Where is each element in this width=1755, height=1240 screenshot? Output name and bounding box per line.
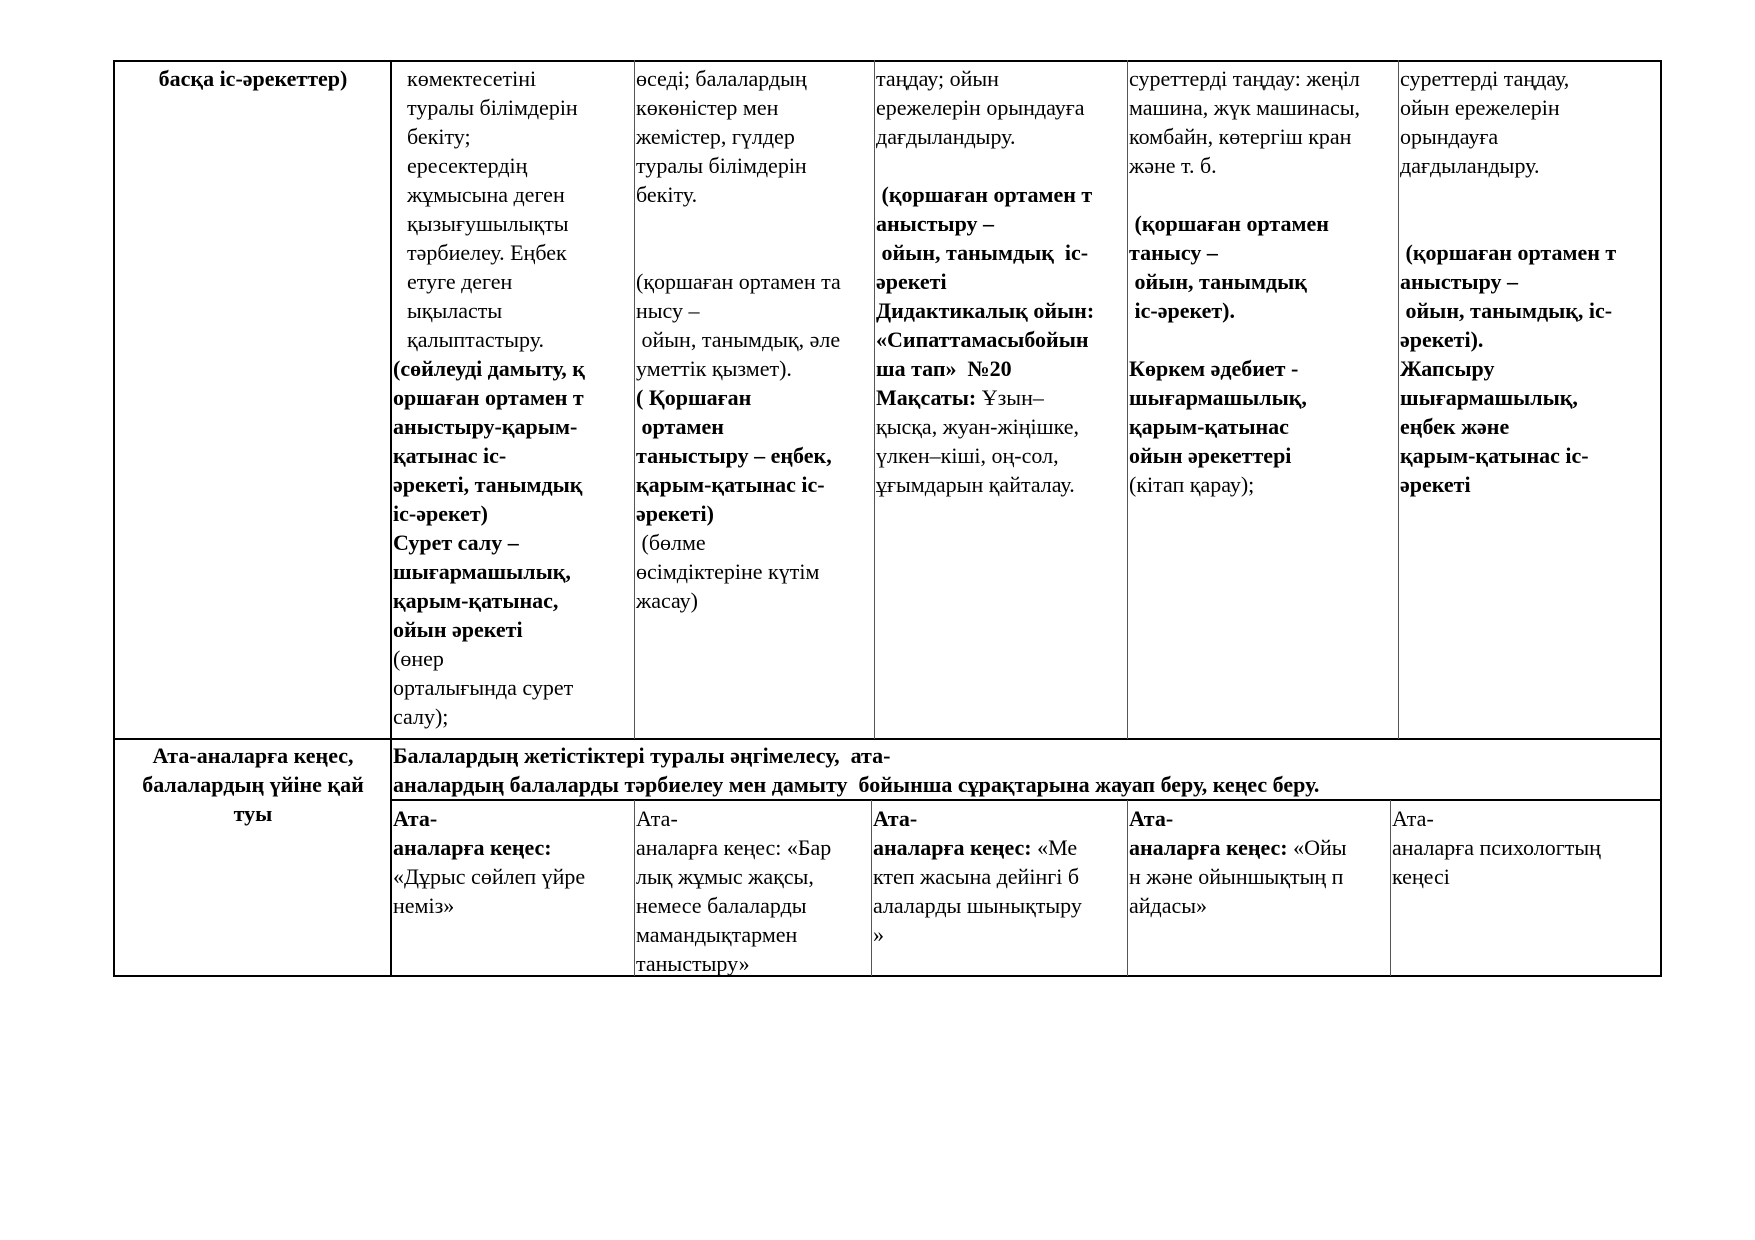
- text-line: әрекеті): [636, 501, 714, 526]
- text-line: қалыптастыру.: [407, 327, 544, 352]
- text-line: аналарға психологтың: [1392, 835, 1601, 860]
- text-line: таныстыру»: [636, 951, 750, 976]
- text-line: (өнер: [393, 646, 444, 671]
- row1-cell-5: [1400, 64, 1659, 499]
- text-line: [876, 151, 1126, 180]
- text-line: ойын әрекеттері: [1129, 443, 1292, 468]
- text-line: бекіту;: [407, 124, 471, 149]
- text-line: ( Қоршаған: [636, 385, 752, 410]
- text-line: өсімдіктеріне күтім: [636, 559, 820, 584]
- text-line: ойын, танымдық: [1129, 269, 1307, 294]
- text-line: жемістер, гүлдер: [636, 124, 795, 149]
- row2-col-divider-1: [634, 800, 635, 976]
- bold-prefix: Мақсаты:: [876, 385, 977, 410]
- text-line: аныстыру-қарым-: [393, 414, 578, 439]
- table-border-left: [113, 60, 115, 977]
- text-line: Дидактикалық ойын:: [876, 298, 1095, 323]
- row2-cell-1: [393, 804, 633, 920]
- text-line: [636, 238, 873, 267]
- text-line: көкөністер мен: [636, 95, 779, 120]
- text-line: дағдыландыру.: [876, 124, 1016, 149]
- text-line: аналарға кеңес: «Бар: [636, 835, 832, 860]
- text-line: комбайн, көтергіш кран: [1129, 124, 1352, 149]
- text-line: туралы білімдерін: [636, 153, 807, 178]
- text-line: ықыласты: [407, 298, 503, 323]
- text-line: «Сипаттамасыбойын: [876, 327, 1089, 352]
- text-line: таныстыру – еңбек,: [636, 443, 832, 468]
- text-line: [1400, 180, 1659, 209]
- row2-col-divider-2: [871, 800, 872, 976]
- text-line: Көркем әдебиет -: [1129, 356, 1299, 381]
- bold-prefix: аналарға кеңес:: [873, 835, 1032, 860]
- text-line: ұғымдарын қайталау.: [876, 472, 1075, 497]
- row1-col-divider-4: [1398, 60, 1399, 739]
- row1-cell-3: [876, 64, 1126, 499]
- bold-prefix: аналарға кеңес:: [1129, 835, 1288, 860]
- text-line: еңбек және: [1400, 414, 1510, 439]
- text-line: қарым-қатынас: [1129, 414, 1289, 439]
- text-line: туы: [233, 801, 273, 826]
- text-line: қарым-қатынас іс-: [1400, 443, 1589, 468]
- row2-cell-2: [636, 804, 870, 978]
- text-line: дағдыландыру.: [1400, 153, 1540, 178]
- text-line: шығармашылық,: [1129, 385, 1307, 410]
- text-line: әрекеті: [1400, 472, 1471, 497]
- row1-col-divider-1: [634, 60, 635, 739]
- row-divider-2: [390, 799, 1661, 801]
- text-line: ережелерін орындауға: [876, 95, 1085, 120]
- text-line: ойын әрекеті: [393, 617, 523, 642]
- text-line: тәрбиелеу. Еңбек: [407, 240, 567, 265]
- text-line: әрекеті: [876, 269, 947, 294]
- text-line: лық жұмыс жақсы,: [636, 864, 814, 889]
- line-rest: «Ме: [1031, 835, 1078, 860]
- row2-cell-4: [1129, 804, 1389, 920]
- row1-cell-4: [1129, 64, 1397, 499]
- text-line: қатынас іс-: [393, 443, 507, 468]
- text-line: неміз»: [393, 893, 455, 918]
- table-border-right: [1660, 60, 1662, 977]
- text-line: немесе балаларды: [636, 893, 807, 918]
- text-line: Ата-: [873, 806, 918, 831]
- text-line: ктеп жасына дейінгі б: [873, 864, 1080, 889]
- text-line: орталығында сурет: [393, 675, 574, 700]
- row1-label: басқа іс-әрекеттер): [158, 66, 348, 91]
- row2-label: [116, 741, 390, 828]
- text-line: танысу –: [1129, 240, 1218, 265]
- row1-cell-1: [393, 64, 633, 731]
- text-line: шығармашылық,: [1400, 385, 1578, 410]
- text-line: Ата-: [636, 806, 678, 831]
- text-line: суреттерді таңдау,: [1400, 66, 1570, 91]
- row1-col-divider-3: [1127, 60, 1128, 739]
- text-line: (қоршаған ортамен: [1129, 211, 1329, 236]
- row2-col-divider-3: [1127, 800, 1128, 976]
- text-line: »: [873, 922, 884, 947]
- text-line: айдасы»: [1129, 893, 1208, 918]
- text-line: үлкен–кіші, оң-сол,: [876, 443, 1059, 468]
- text-line: Балалардың жетістіктері туралы әңгімелесу, ата-: [393, 743, 891, 768]
- text-line: кеңесі: [1392, 864, 1450, 889]
- text-line: аныстыру –: [876, 211, 995, 236]
- text-line: салу);: [393, 704, 449, 729]
- text-line: жасау): [636, 588, 698, 613]
- text-line: Ата-: [1392, 806, 1434, 831]
- text-line: [1129, 180, 1397, 209]
- text-line: Ата-: [1129, 806, 1174, 831]
- text-line: (қоршаған ортамен т: [1400, 240, 1617, 265]
- text-line: [873, 833, 1126, 862]
- text-line: нысу –: [636, 298, 700, 323]
- text-line: ша тап» №20: [876, 356, 1012, 381]
- text-line: мамандықтармен: [636, 922, 798, 947]
- text-line: және т. б.: [1129, 153, 1217, 178]
- text-line: ортамен: [636, 414, 724, 439]
- text-line: [1129, 833, 1389, 862]
- label-column-divider: [390, 60, 392, 977]
- text-line: (қоршаған ортамен та: [636, 269, 841, 294]
- row1-cell-2: [636, 64, 873, 615]
- text-line: суреттерді таңдау: жеңіл: [1129, 66, 1360, 91]
- text-line: машина, жүк машинасы,: [1129, 95, 1361, 120]
- text-line: «Дұрыс сөйлеп үйре: [393, 864, 586, 889]
- text-line: жұмысына деген: [407, 182, 565, 207]
- row1-col-divider-2: [874, 60, 875, 739]
- text-line: ойын ережелерін: [1400, 95, 1560, 120]
- text-line: өседі; балалардың: [636, 66, 807, 91]
- text-line: әрекеті).: [1400, 327, 1484, 352]
- row2-col-divider-4: [1390, 800, 1391, 976]
- text-line: ересектердің: [407, 153, 528, 178]
- text-line: (кітап қарау);: [1129, 472, 1255, 497]
- text-line: н және ойыншықтың п: [1129, 864, 1344, 889]
- text-line: аныстыру –: [1400, 269, 1519, 294]
- text-line: (қоршаған ортамен т: [876, 182, 1093, 207]
- text-line: [876, 383, 1126, 412]
- text-line: Ата-аналарға кеңес,: [152, 743, 354, 768]
- text-line: оршаған ортамен т: [393, 385, 584, 410]
- row2-cell-3: [873, 804, 1126, 949]
- text-line: аналардың балаларды тәрбиелеу мен дамыту бойынша сұрақтарына жауап беру, кеңес беру.: [393, 772, 1320, 797]
- text-line: [1400, 209, 1659, 238]
- text-line: көмектесетіні: [407, 66, 537, 91]
- text-line: қарым-қатынас іс-: [636, 472, 825, 497]
- line-rest: «Ойы: [1287, 835, 1347, 860]
- text-line: шығармашылық,: [393, 559, 571, 584]
- text-line: [1129, 325, 1397, 354]
- text-line: ойын, танымдық іс-: [876, 240, 1089, 265]
- text-line: туралы білімдерін: [407, 95, 578, 120]
- text-line: орындауға: [1400, 124, 1499, 149]
- text-line: таңдау; ойын: [876, 66, 999, 91]
- text-line: қарым-қатынас,: [393, 588, 559, 613]
- text-line: қызығушылықты: [407, 211, 569, 236]
- text-line: ойын, танымдық, әле: [636, 327, 841, 352]
- text-line: (бөлме: [636, 530, 706, 555]
- text-line: (сөйлеуді дамыту, қ: [393, 356, 585, 381]
- text-line: ойын, танымдық, іс-: [1400, 298, 1613, 323]
- line-rest: Ұзын–: [976, 385, 1044, 410]
- text-line: алаларды шынықтыру: [873, 893, 1082, 918]
- text-line: іс-әрекет): [393, 501, 488, 526]
- row-divider-1: [114, 738, 1661, 740]
- text-line: әрекеті, танымдық: [393, 472, 583, 497]
- table-border-bottom: [114, 975, 1661, 977]
- row2-cell-5: [1392, 804, 1659, 891]
- row2-span-text: [393, 741, 1659, 799]
- text-line: балалардың үйіне қай: [142, 772, 364, 797]
- text-line: қысқа, жуан-жіңішке,: [876, 414, 1080, 439]
- text-line: етуге деген: [407, 269, 513, 294]
- table-border-top: [114, 60, 1661, 62]
- text-line: іс-әрекет).: [1129, 298, 1235, 323]
- text-line: [636, 209, 873, 238]
- text-line: бекіту.: [636, 182, 698, 207]
- text-line: Ата-: [393, 806, 438, 831]
- text-line: Жапсыру: [1400, 356, 1495, 381]
- text-line: уметтік қызмет).: [636, 356, 792, 381]
- text-line: аналарға кеңес:: [393, 835, 552, 860]
- text-line: Сурет салу –: [393, 530, 519, 555]
